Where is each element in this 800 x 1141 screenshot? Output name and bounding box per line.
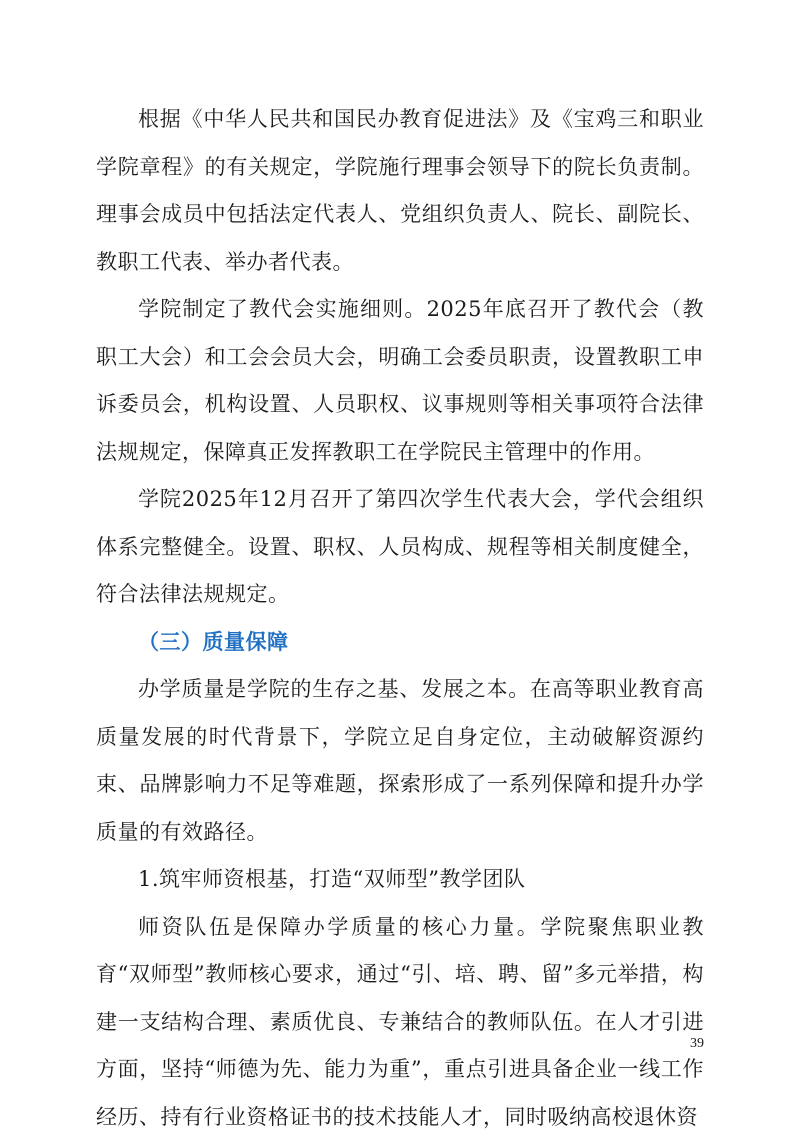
paragraph-staff-congress: 学院制定了教代会实施细则。2025年底召开了教代会（教职工大会）和工会会员大会，明确工会委员职责，设置教职工申诉委员会，机构设置、人员职权、议事规则等相关事项符合法律法规规定，保障真正发挥教职工在学院民主管理中的作用。 <box>96 286 704 476</box>
subheading-teaching-team: 1.筑牢师资根基，打造“双师型”教学团队 <box>96 856 704 904</box>
section-heading: （三）质量保障 <box>96 619 704 667</box>
paragraph-quality-intro: 办学质量是学院的生存之基、发展之本。在高等职业教育高质量发展的时代背景下，学院立足自身定位，主动破解资源约束、品牌影响力不足等难题，探索形成了一系列保障和提升办学质量的有效路径。 <box>96 666 704 856</box>
paragraph-governance: 根据《中华人民共和国民办教育促进法》及《宝鸡三和职业学院章程》的有关规定，学院施行理事会领导下的院长负责制。理事会成员中包括法定代表人、党组织负责人、院长、副院长、教职工代表、举办者代表。 <box>96 96 704 286</box>
page-body <box>96 96 704 1141</box>
paragraph-student-congress: 学院2025年12月召开了第四次学生代表大会，学代会组织体系完整健全。设置、职权、人员构成、规程等相关制度健全，符合法律法规规定。 <box>96 476 704 619</box>
page-number: 39 <box>690 1036 704 1052</box>
paragraph-faculty: 师资队伍是保障办学质量的核心力量。学院聚焦职业教育“双师型”教师核心要求，通过“引、培、聘、留”多元举措，构建一支结构合理、素质优良、专兼结合的教师队伍。在人才引进方面，坚持“师德为先、能力为重”，重点引进具备企业一线工作经历、持有行业资格证书的技术技能人才，同时吸纳高校退休资 <box>96 904 704 1141</box>
